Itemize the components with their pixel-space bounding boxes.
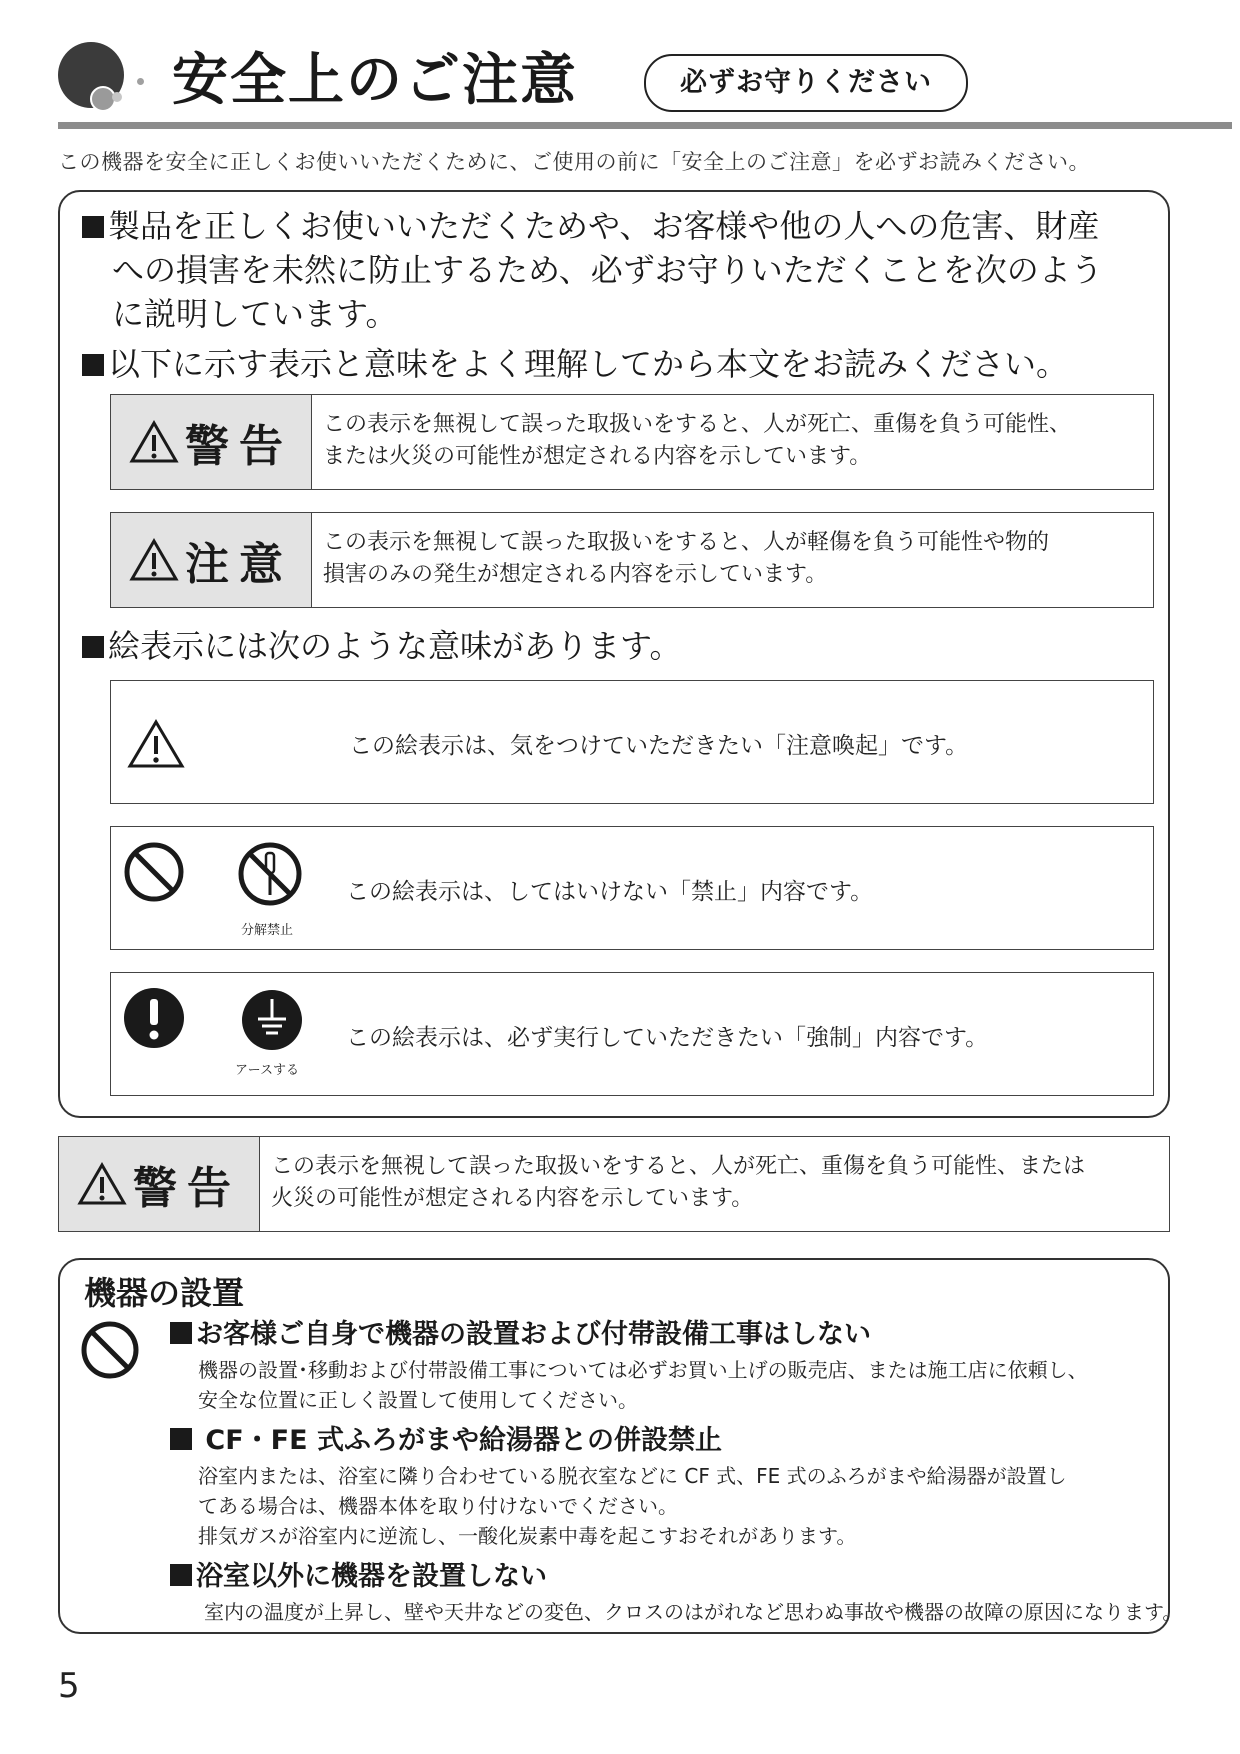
prohibition-icon: [80, 1320, 140, 1380]
caution-description: この表示を無視して誤った取扱いをすると、人が軽傷を負う可能性や物的 損害のみの発生が想定される内容を示しています。: [323, 530, 1050, 587]
warning-label: 警告: [111, 395, 312, 489]
intro-text: この機器を安全に正しくお使いいただくために、ご使用の前に「安全上のご注意」を必ずお読みください。: [58, 150, 1090, 174]
header-decoration-circle: [112, 92, 122, 102]
mandatory-symbol-box: [110, 972, 1154, 1096]
installation-item-1: [170, 1312, 1088, 1415]
attention-symbol-text: この絵表示は、気をつけていただきたい「注意喚起」です。: [349, 733, 969, 759]
mandatory-action-icon: [123, 987, 185, 1049]
installation-item-heading: CF・FE 式ふろがまや給湯器との併設禁止: [170, 1418, 1067, 1457]
warning-description: この表示を無視して誤った取扱いをすると、人が死亡、重傷を負う可能性、 または火災の可能性が想定される内容を示しています。: [323, 412, 1072, 469]
section-heading-meaning: 以下に示す表示と意味をよく理解してから本文をお読みください。: [82, 342, 1068, 386]
header-rule: [58, 122, 1232, 129]
prohibition-symbol-text: この絵表示は、してはいけない「禁止」内容です。: [346, 879, 874, 905]
mandatory-symbol-text: この絵表示は、必ず実行していただきたい「強制」内容です。: [346, 1025, 989, 1051]
square-bullet-icon: [170, 1322, 192, 1344]
section-heading-purpose: 製品を正しくお使いいただくためや、お客様や他の人への危害、財産 への損害を未然に防止するため、必ずお守りいただくことを次のよう に説明しています。: [82, 204, 1103, 336]
installation-item-heading: お客様ご自身で機器の設置および付帯設備工事はしない: [170, 1312, 1088, 1351]
installation-title: 機器の設置: [84, 1274, 245, 1312]
installation-item-body: 浴室内または、浴室に隣り合わせている脱衣室などに CF 式、FE 式のふろがまや給湯器が設置し てある場合は、機器本体を取り付けないでください。 排気ガスが浴室内に逆流し、一酸化炭素中毒を起こすおそれがあります。: [198, 1464, 1067, 1548]
no-disassembly-caption: 分解禁止: [241, 923, 294, 938]
must-follow-badge: 必ずお守りください: [644, 54, 968, 112]
prohibition-symbol-box: [110, 826, 1154, 950]
ground-earth-icon: [241, 989, 303, 1051]
warning-banner-description: この表示を無視して誤った取扱いをすると、人が死亡、重傷を負う可能性、または 火災の可能性が想定される内容を示しています。: [271, 1154, 1086, 1211]
caution-triangle-icon: [127, 719, 185, 769]
square-bullet-icon: [82, 216, 104, 238]
warning-sign-box: [110, 394, 1154, 490]
page-title: 安全上のご注意: [172, 48, 578, 113]
installation-item-heading: 浴室以外に機器を設置しない: [170, 1554, 1182, 1593]
warning-banner: [58, 1136, 1170, 1232]
prohibition-icon: [123, 841, 185, 903]
warning-triangle-icon: [77, 1162, 127, 1206]
caution-sign-box: [110, 512, 1154, 608]
square-bullet-icon: [170, 1428, 192, 1450]
warning-banner-label: 警告: [59, 1137, 260, 1231]
warning-triangle-icon: [129, 538, 179, 582]
section-heading-symbols: 絵表示には次のような意味があります。: [82, 624, 681, 668]
header-decoration-dot: [137, 78, 144, 85]
warning-triangle-icon: [129, 420, 179, 464]
attention-symbol-box: [110, 680, 1154, 804]
square-bullet-icon: [170, 1564, 192, 1586]
no-disassembly-icon: [237, 841, 303, 907]
caution-label: 注意: [111, 513, 312, 607]
installation-item-body: 機器の設置･移動および付帯設備工事については必ずお買い上げの販売店、または施工店に依頼し、 安全な位置に正しく設置して使用してください。: [198, 1358, 1088, 1412]
page-number: 5: [58, 1666, 80, 1706]
square-bullet-icon: [82, 636, 104, 658]
square-bullet-icon: [82, 354, 104, 376]
ground-earth-caption: アースする: [235, 1063, 299, 1078]
installation-item-3: [170, 1554, 1182, 1627]
installation-item-2: [170, 1418, 1067, 1551]
installation-item-body: 室内の温度が上昇し、壁や天井などの変色、クロスのはがれなど思わぬ事故や機器の故障の原因になります。: [204, 1600, 1183, 1624]
